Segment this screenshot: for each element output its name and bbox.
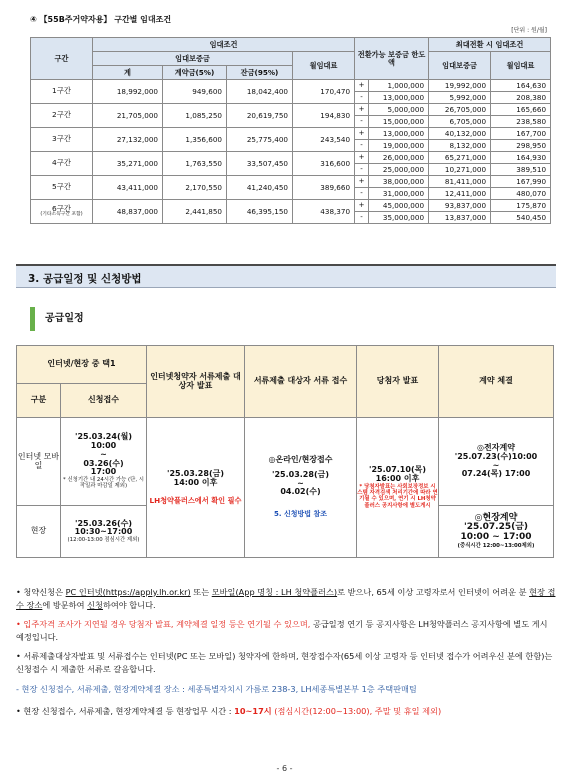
max-deposit-minus: 10,271,000 [429,164,491,176]
plus-sign: + [355,176,369,188]
announce-cell: '25.03.28(금) 14:00 이후 LH청약플러스에서 확인 필수 [147,418,245,558]
section-title: ④ 【55B주거약자용】 구간별 임대조건 [30,15,172,24]
deposit-balance: 25,775,400 [227,128,293,152]
contract-electronic: ◎전자계약 '25.07.23(수)10:00 ~ 07.24(목) 17:00 [439,418,554,506]
header-winner: 당첨자 발표 [357,346,439,418]
note-delay: • 입주자격 조사가 지연될 경우 당첨자 발표, 계약체결 일정 등은 연기될 수 있으며, 공급일정 연기 등 공지사항은 LH청약플러스 공지사항에 별도 게시 예정입니다. [16,619,548,642]
deposit-total: 48,837,000 [93,200,163,224]
deposit-total: 43,411,000 [93,176,163,200]
monthly-rent: 243,540 [293,128,355,152]
monthly-rent: 316,600 [293,152,355,176]
monthly-rent: 389,660 [293,176,355,200]
minus-sign: - [355,164,369,176]
plus-sign: + [355,80,369,92]
max-deposit-plus: 26,705,000 [429,104,491,116]
header-choose: 인터넷/현장 중 택1 [17,346,147,384]
deposit-total: 27,132,000 [93,128,163,152]
minus-sign: - [355,188,369,200]
rent-conditions-table [30,37,551,224]
conv-limit-plus: 13,000,000 [369,128,429,140]
contract-onsite: ◎현장계약 '25.07.25(금) 10:00 ~ 17:00 (중식시간 12:00~13:00제외) [439,506,554,558]
conv-limit-plus: 45,000,000 [369,200,429,212]
max-monthly-plus: 175,870 [491,200,551,212]
max-monthly-minus: 208,380 [491,92,551,104]
header-down: 계약금(5%) [163,66,227,80]
note-apply-method: • 청약신청은 PC 인터넷(https://apply.lh.or.kr) 또는 모바일(App 명칭 : LH 청약플러스)로 받으나, 65세 이상 고령자로서 인터넷이 어려운 분 현장 접수 장소에 방문하여 신청하여야 합니다. [16,587,556,610]
group-name: 1구간 [31,80,93,104]
deposit-total: 21,705,000 [93,104,163,128]
conv-limit-plus: 38,000,000 [369,176,429,188]
max-deposit-minus: 6,705,000 [429,116,491,128]
max-monthly-minus: 389,510 [491,164,551,176]
group-name: 2구간 [31,104,93,128]
header-max-deposit: 임대보증금 [429,52,491,80]
deposit-total: 18,992,000 [93,80,163,104]
deposit-balance: 46,395,150 [227,200,293,224]
header-apply: 신청접수 [61,384,147,418]
header-deposit: 임대보증금 [93,52,293,66]
header-monthly: 월임대료 [293,52,355,80]
max-monthly-minus: 238,580 [491,116,551,128]
max-monthly-plus: 165,660 [491,104,551,116]
max-monthly-minus: 540,450 [491,212,551,224]
note-hours: • 현장 신청접수, 서류제출, 현장계약체결 등 현장업무 시간 : 10~17시 (점심시간(12:00~13:00), 주말 및 휴일 제외) [16,706,442,716]
deposit-total: 35,271,000 [93,152,163,176]
max-deposit-minus: 5,992,000 [429,92,491,104]
header-group: 구간 [31,38,93,80]
conv-limit-minus: 31,000,000 [369,188,429,200]
onsite-apply-period: '25.03.26(수) 10:30~17:00 (12:00-13:00 점심시간 제외) [61,506,147,558]
header-announce: 인터넷청약자 서류제출 대상자 발표 [147,346,245,418]
group-name: 3구간 [31,128,93,152]
conv-limit-minus: 13,000,000 [369,92,429,104]
max-monthly-plus: 164,630 [491,80,551,92]
deposit-down: 1,085,250 [163,104,227,128]
schedule-subtitle: 공급일정 [30,307,230,331]
minus-sign: - [355,140,369,152]
header-balance: 잔금(95%) [227,66,293,80]
monthly-rent: 438,370 [293,200,355,224]
conv-limit-plus: 1,000,000 [369,80,429,92]
deposit-balance: 18,042,400 [227,80,293,104]
online-apply-period: '25.03.24(월) 10:00 ~ 03.26(수) 17:00 * 신청기간 내 24시간 가능 (단, 시작일과 마감일 제외) [61,418,147,506]
conv-limit-minus: 35,000,000 [369,212,429,224]
docs-cell: ◎온라인/현장접수 '25.03.28(금) ~ 04.02(수) 5. 신청방법 참조 [245,418,357,558]
deposit-down: 1,356,600 [163,128,227,152]
conv-limit-plus: 5,000,000 [369,104,429,116]
max-deposit-plus: 65,271,000 [429,152,491,164]
group-name: 4구간 [31,152,93,176]
deposit-balance: 20,619,750 [227,104,293,128]
max-deposit-minus: 13,837,000 [429,212,491,224]
section3-title: 3. 공급일정 및 신청방법 [28,273,142,285]
mobile-app-link[interactable]: 모바일(App 명칭 : LH 청약플러스) [211,587,338,597]
plus-sign: + [355,128,369,140]
minus-sign: - [355,212,369,224]
max-monthly-plus: 164,930 [491,152,551,164]
deposit-down: 1,763,550 [163,152,227,176]
max-monthly-plus: 167,700 [491,128,551,140]
deposit-balance: 41,240,450 [227,176,293,200]
header-max-monthly: 월임대료 [491,52,551,80]
pc-internet-link[interactable]: PC 인터넷(https://apply.lh.or.kr) [65,587,191,597]
conv-limit-plus: 26,000,000 [369,152,429,164]
max-deposit-minus: 12,411,000 [429,188,491,200]
online-label: 인터넷 모바일 [17,418,61,506]
minus-sign: - [355,116,369,128]
group-name: 6구간 (기타소득구간 포함) [31,200,93,224]
max-deposit-plus: 40,132,000 [429,128,491,140]
max-monthly-minus: 298,950 [491,140,551,152]
table-row [31,104,551,116]
deposit-down: 2,441,850 [163,200,227,224]
max-deposit-plus: 93,837,000 [429,200,491,212]
max-deposit-minus: 8,132,000 [429,140,491,152]
header-conv-limit: 전환가능 보증금 한도액 [355,38,429,80]
deposit-down: 949,600 [163,80,227,104]
table-row [31,128,551,140]
header-total: 계 [93,66,163,80]
deposit-down: 2,170,550 [163,176,227,200]
conv-limit-minus: 19,000,000 [369,140,429,152]
header-max-conv: 최대전환 시 임대조건 [429,38,551,52]
header-conditions: 임대조건 [93,38,355,52]
note-location: - 현장 신청접수, 서류제출, 현장계약체결 장소 : 세종특별자치시 가름로 238-3, LH세종특별본부 1층 주택판매팀 [16,684,417,694]
table-row [31,176,551,188]
header-type: 구분 [17,384,61,418]
deposit-balance: 33,507,450 [227,152,293,176]
header-contract: 계약 체결 [439,346,554,418]
header-docs: 서류제출 대상자 서류 접수 [245,346,357,418]
onsite-label: 현장 [17,506,61,558]
plus-sign: + [355,200,369,212]
table-row [31,200,551,212]
minus-sign: - [355,92,369,104]
table-row [31,80,551,92]
note-documents: • 서류제출대상자발표 및 서류접수는 인터넷(PC 또는 모바일) 청약자에 한하며, 현장접수자(65세 이상 고령자 등 인터넷 접수가 어려우신 분에 한함)는 신청접수 시 제출한 서류로 갈음합니다. [16,651,553,674]
page-number: - 6 - [276,764,293,773]
winner-cell: '25.07.10(목) 16:00 이후 * 당첨자발표는 사회보장정보 시스템 자격검색 처리기간에 따라 연기될 수 있으며, 연기 시 LH청약플러스 공지사항에 별도게시 [357,418,439,558]
max-monthly-minus: 480,070 [491,188,551,200]
max-deposit-plus: 81,411,000 [429,176,491,188]
group-name: 5구간 [31,176,93,200]
unit-label: [단위 : 원/월] [511,27,547,34]
plus-sign: + [355,152,369,164]
plus-sign: + [355,104,369,116]
conv-limit-minus: 25,000,000 [369,164,429,176]
schedule-table [16,345,554,558]
conv-limit-minus: 15,000,000 [369,116,429,128]
table-row [31,152,551,164]
monthly-rent: 170,470 [293,80,355,104]
monthly-rent: 194,830 [293,104,355,128]
max-deposit-plus: 19,992,000 [429,80,491,92]
section3-header [16,264,556,288]
max-monthly-plus: 167,990 [491,176,551,188]
